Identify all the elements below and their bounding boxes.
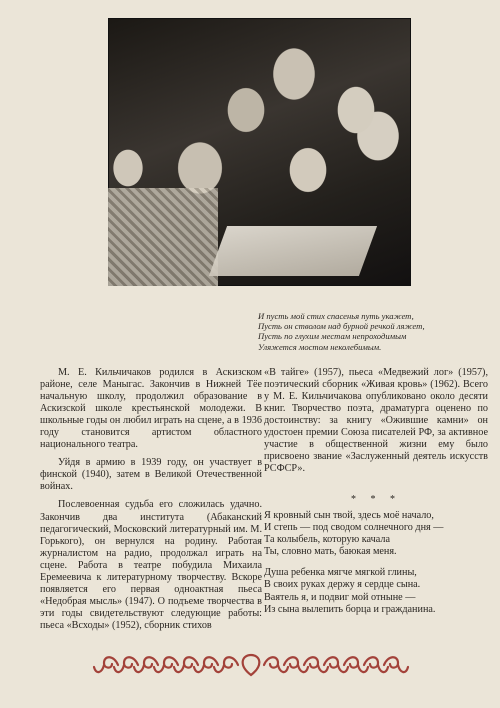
ornament-curl [364,657,378,667]
poem-line: В своих руках держу я сердце сына. [264,579,421,591]
ornament-curl [104,657,118,667]
ornament-curl [184,657,198,667]
ornament-curl [304,657,318,667]
ornament-curl [164,657,178,667]
embroidered-cloth [108,188,218,286]
ornament-curl [378,665,388,672]
poem-stanza [264,567,490,615]
poem-stanza [264,510,490,558]
poem [264,510,490,625]
ornament-curl [194,665,204,672]
ornament-border [92,651,410,679]
ornament-curl [144,657,158,667]
poem-line: Та колыбель, которую качала [264,534,391,546]
paragraph: М. Е. Кильчичаков родился в Аскизском районе, селе Маныгас. Закончив в Нижней Тёе начальную школу, продолжил образование в Аскизской школе крестьянской молодежи. В школьные годы он любил играть на сцене, а в 1936 году становится артистом областного национального театра. [40,367,262,451]
right-column [264,367,488,475]
epigraph-line: И пусть мой стих спасенья путь укажет, [258,311,414,321]
ornament-curl [324,657,338,667]
ornament-curl [298,665,308,672]
ornament-curl [174,665,184,672]
left-column [40,367,262,632]
ornament-curl [284,657,298,667]
manuscript-sheet [209,226,377,276]
ornament-curl [94,665,104,672]
poem-line: Я кровный сын твой, здесь моё начало, [264,510,434,521]
ornament-curl [134,665,144,672]
poem-line: Из сына вылепить борца и гражданина. [264,603,436,615]
ornament-curl [204,657,218,667]
ornament-curl [124,657,138,667]
ornament-curl [114,665,124,672]
ornament-curl [344,657,358,667]
ornament-curl [338,665,348,672]
paragraph: Уйдя в армию в 1939 году, он участвует в финской (1940), затем в Великой Отечественной войнах. [40,457,262,493]
ornament-curl [154,665,164,672]
ornament-curl [358,665,368,672]
group-photo [108,18,411,286]
poem-line: Душа ребенка мягче мягкой глины, [264,567,417,579]
epigraph-line: Пусть по глухим местам непроходимым [258,331,407,342]
ornament-curl [224,657,238,667]
ornament-curl [214,665,224,672]
ornament-curl [278,665,288,672]
poem-line: Ты, словно мать, баюкая меня. [264,546,397,558]
poem-line: И степь — под сводом солнечного дня — [264,522,444,534]
epigraph-line: Уляжется мостом неколебимым. [258,341,382,352]
paragraph: «В тайге» (1957), пьеса «Медвежий лог» (1957), поэтический сборник «Живая кровь» (1962). Всего у М. Е. Кильчичакова опубликовано около десяти книг. Творчество поэта, драматурга оценено по достоинству: за книгу «Ожившие камни» он удостоен премии Союза писателей РФ, за активное участие в общественной жизни ему было присвоено звание «Заслуженный деятель искусств РСФСР». [264,367,488,475]
section-separator: * * * [351,494,401,505]
ornament-curl [264,657,278,667]
epigraph-line: Пусть он стволом над бурной речкой ляжет, [258,321,425,332]
poem-line: Ваятель я, и подвиг мой отныне — [264,591,416,603]
epigraph [258,311,488,352]
ornament-curl [384,657,398,667]
ornament-curl [243,655,260,675]
paragraph: Послевоенная судьба его сложилась удачно. Закончив два института (Абаканский педагогический, Московский литературный им. М. Горького), он вернулся на родину. Работая журналистом на радио, продолжал играть на сцене. Работа в театре побудила Михаила Еремеевича к литературному творчеству. Вскоре появляется его первая одноактная пьеса «Недобрая мысль» (1947). О подъеме творчества в эти годы свидетельствуют следующие работы: пьеса «Всходы» (1952), сборник стихов [40,499,262,631]
ornament-curl [398,665,408,672]
ornament-curl [318,665,328,672]
